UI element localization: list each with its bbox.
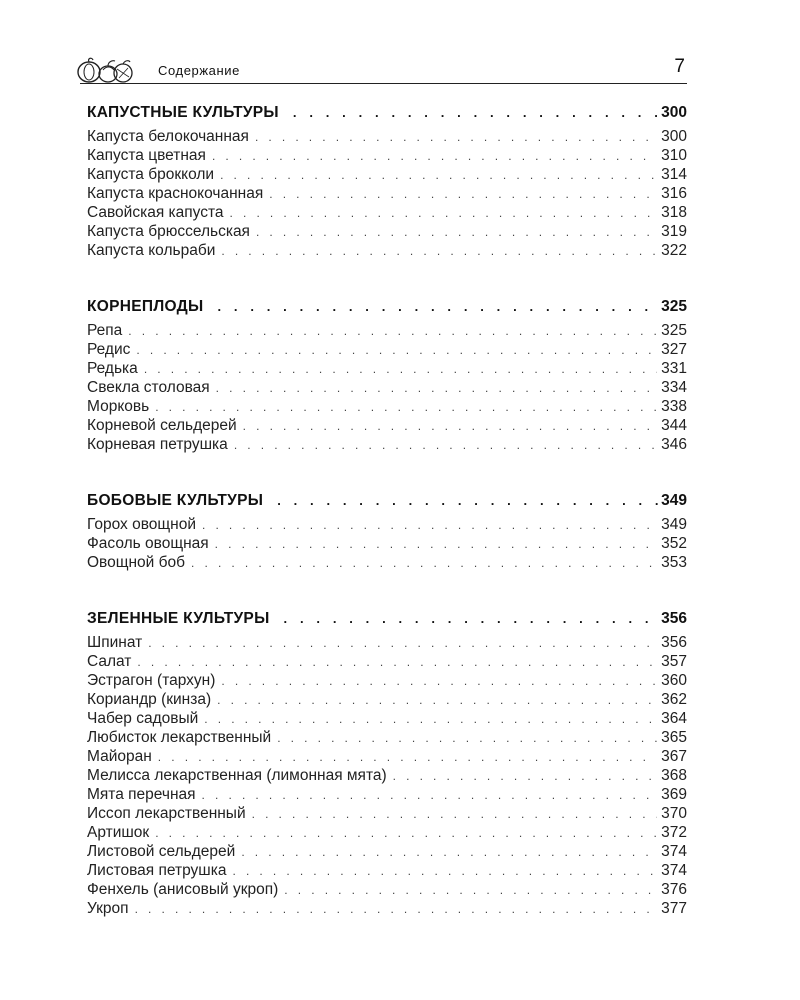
dot-leader bbox=[393, 769, 657, 783]
running-title: Содержание bbox=[158, 63, 240, 78]
section-page: 349 bbox=[661, 492, 687, 509]
toc-entry[interactable] bbox=[87, 398, 687, 417]
dot-leader bbox=[232, 864, 657, 878]
section-heading[interactable] bbox=[87, 492, 687, 516]
dot-leader bbox=[221, 244, 657, 258]
entry-title: Любисток лекарственный bbox=[87, 729, 272, 746]
entry-title: Капуста кольраби bbox=[87, 242, 216, 259]
toc-entry[interactable] bbox=[87, 204, 687, 223]
entry-title: Чабер садовый bbox=[87, 710, 199, 727]
section-heading[interactable] bbox=[87, 610, 687, 634]
dot-leader bbox=[137, 655, 657, 669]
entry-page: 314 bbox=[661, 166, 687, 183]
entry-page: 377 bbox=[661, 900, 687, 917]
section-title: БОБОВЫЕ КУЛЬТУРЫ bbox=[87, 492, 264, 509]
dot-leader bbox=[136, 343, 657, 357]
entry-title: Редис bbox=[87, 341, 131, 358]
entry-page: 356 bbox=[661, 634, 687, 651]
entry-page: 374 bbox=[661, 862, 687, 879]
dot-leader bbox=[293, 105, 661, 120]
toc-entry[interactable] bbox=[87, 322, 687, 341]
toc-entry[interactable] bbox=[87, 729, 687, 748]
dot-leader bbox=[277, 493, 661, 508]
dot-leader bbox=[277, 731, 657, 745]
toc-entry[interactable] bbox=[87, 881, 687, 900]
toc-entry[interactable] bbox=[87, 786, 687, 805]
section-title: ЗЕЛЕННЫЕ КУЛЬТУРЫ bbox=[87, 610, 270, 627]
dot-leader bbox=[217, 299, 661, 314]
dot-leader bbox=[202, 788, 658, 802]
entry-title: Иссоп лекарственный bbox=[87, 805, 246, 822]
dot-leader bbox=[256, 225, 657, 239]
dot-leader bbox=[128, 324, 657, 338]
entry-page: 374 bbox=[661, 843, 687, 860]
entry-title: Морковь bbox=[87, 398, 150, 415]
entry-title: Капуста цветная bbox=[87, 147, 206, 164]
toc-entry[interactable] bbox=[87, 634, 687, 653]
entry-page: 344 bbox=[661, 417, 687, 434]
entry-title: Майоран bbox=[87, 748, 152, 765]
dot-leader bbox=[217, 693, 657, 707]
entry-title: Горох овощной bbox=[87, 516, 196, 533]
entry-title: Мелисса лекарственная (лимонная мята) bbox=[87, 767, 387, 784]
toc-entry[interactable] bbox=[87, 767, 687, 786]
entry-page: 318 bbox=[661, 204, 687, 221]
toc-entry[interactable] bbox=[87, 166, 687, 185]
toc-entry[interactable] bbox=[87, 900, 687, 919]
entry-title: Мята перечная bbox=[87, 786, 196, 803]
dot-leader bbox=[144, 362, 657, 376]
dot-leader bbox=[155, 400, 657, 414]
page-number: 7 bbox=[674, 56, 685, 77]
dot-leader bbox=[284, 883, 657, 897]
entry-title: Капуста белокочанная bbox=[87, 128, 249, 145]
dot-leader bbox=[255, 130, 657, 144]
toc-entry[interactable] bbox=[87, 341, 687, 360]
toc-entry[interactable] bbox=[87, 805, 687, 824]
entry-page: 300 bbox=[661, 128, 687, 145]
dot-leader bbox=[284, 611, 662, 626]
section-page: 300 bbox=[661, 104, 687, 121]
section-page: 356 bbox=[661, 610, 687, 627]
toc-entry[interactable] bbox=[87, 379, 687, 398]
entry-page: 365 bbox=[661, 729, 687, 746]
dot-leader bbox=[155, 826, 657, 840]
entry-title: Салат bbox=[87, 653, 132, 670]
entry-page: 367 bbox=[661, 748, 687, 765]
section-title: КОРНЕПЛОДЫ bbox=[87, 298, 204, 315]
entry-page: 369 bbox=[661, 786, 687, 803]
entry-page: 364 bbox=[661, 710, 687, 727]
dot-leader bbox=[230, 206, 658, 220]
entry-page: 357 bbox=[661, 653, 687, 670]
entry-page: 353 bbox=[661, 554, 687, 571]
toc-entry[interactable] bbox=[87, 748, 687, 767]
toc-entry[interactable] bbox=[87, 672, 687, 691]
entry-title: Савойская капуста bbox=[87, 204, 224, 221]
entry-title: Фенхель (анисовый укроп) bbox=[87, 881, 279, 898]
entry-page: 338 bbox=[661, 398, 687, 415]
toc-section-cabbage bbox=[87, 104, 687, 261]
dot-leader bbox=[191, 556, 657, 570]
dot-leader bbox=[202, 518, 657, 532]
toc-entry[interactable] bbox=[87, 824, 687, 843]
entry-page: 362 bbox=[661, 691, 687, 708]
dot-leader bbox=[269, 187, 657, 201]
entry-page: 334 bbox=[661, 379, 687, 396]
section-heading[interactable] bbox=[87, 104, 687, 128]
dot-leader bbox=[252, 807, 658, 821]
entry-title: Свекла столовая bbox=[87, 379, 210, 396]
entry-title: Шпинат bbox=[87, 634, 143, 651]
dot-leader bbox=[216, 381, 657, 395]
entry-title: Репа bbox=[87, 322, 123, 339]
toc-entry[interactable] bbox=[87, 653, 687, 672]
entry-title: Эстрагон (тархун) bbox=[87, 672, 216, 689]
entry-title: Редька bbox=[87, 360, 138, 377]
entry-page: 346 bbox=[661, 436, 687, 453]
toc-entry[interactable] bbox=[87, 710, 687, 729]
dot-leader bbox=[158, 750, 657, 764]
toc-entry[interactable] bbox=[87, 417, 687, 436]
entry-title: Укроп bbox=[87, 900, 129, 917]
toc-section-root-crops bbox=[87, 298, 687, 455]
entry-title: Артишок bbox=[87, 824, 150, 841]
entry-page: 368 bbox=[661, 767, 687, 784]
toc-entry[interactable] bbox=[87, 360, 687, 379]
entry-title: Корневая петрушка bbox=[87, 436, 228, 453]
toc-entry[interactable] bbox=[87, 128, 687, 147]
entry-page: 322 bbox=[661, 242, 687, 259]
toc-section-legumes bbox=[87, 492, 687, 573]
entry-page: 370 bbox=[661, 805, 687, 822]
dot-leader bbox=[148, 636, 657, 650]
dot-leader bbox=[215, 537, 657, 551]
toc-section-greens bbox=[87, 610, 687, 919]
entry-page: 310 bbox=[661, 147, 687, 164]
dot-leader bbox=[241, 845, 657, 859]
entry-page: 327 bbox=[661, 341, 687, 358]
toc-entry[interactable] bbox=[87, 223, 687, 242]
entry-page: 316 bbox=[661, 185, 687, 202]
entry-title: Капуста брокколи bbox=[87, 166, 215, 183]
dot-leader bbox=[135, 902, 658, 916]
toc-entry[interactable] bbox=[87, 535, 687, 554]
toc-entry[interactable] bbox=[87, 147, 687, 166]
entry-page: 349 bbox=[661, 516, 687, 533]
dot-leader bbox=[221, 674, 657, 688]
entry-title: Кориандр (кинза) bbox=[87, 691, 212, 708]
page-header bbox=[75, 52, 687, 86]
entry-title: Капуста брюссельская bbox=[87, 223, 250, 240]
vegetables-logo-icon bbox=[75, 56, 141, 86]
toc-entry[interactable] bbox=[87, 843, 687, 862]
entry-title: Овощной боб bbox=[87, 554, 186, 571]
entry-page: 360 bbox=[661, 672, 687, 689]
entry-page: 331 bbox=[661, 360, 687, 377]
section-page: 325 bbox=[661, 298, 687, 315]
header-rule bbox=[80, 83, 687, 84]
entry-page: 325 bbox=[661, 322, 687, 339]
toc-entry[interactable] bbox=[87, 436, 687, 455]
toc-entry[interactable] bbox=[87, 862, 687, 881]
dot-leader bbox=[220, 168, 657, 182]
toc-entry[interactable] bbox=[87, 242, 687, 261]
entry-title: Листовой сельдерей bbox=[87, 843, 236, 860]
entry-title: Корневой сельдерей bbox=[87, 417, 237, 434]
dot-leader bbox=[212, 149, 657, 163]
dot-leader bbox=[234, 438, 657, 452]
entry-page: 319 bbox=[661, 223, 687, 240]
toc-entry[interactable] bbox=[87, 691, 687, 710]
table-of-contents bbox=[87, 104, 687, 956]
toc-entry[interactable] bbox=[87, 185, 687, 204]
toc-entry[interactable] bbox=[87, 516, 687, 535]
entry-title: Капуста краснокочанная bbox=[87, 185, 264, 202]
section-heading[interactable] bbox=[87, 298, 687, 322]
toc-entry[interactable] bbox=[87, 554, 687, 573]
section-title: КАПУСТНЫЕ КУЛЬТУРЫ bbox=[87, 104, 279, 121]
entry-title: Фасоль овощная bbox=[87, 535, 209, 552]
entry-page: 352 bbox=[661, 535, 687, 552]
dot-leader bbox=[204, 712, 657, 726]
entry-page: 376 bbox=[661, 881, 687, 898]
entry-title: Листовая петрушка bbox=[87, 862, 227, 879]
dot-leader bbox=[243, 419, 657, 433]
entry-page: 372 bbox=[661, 824, 687, 841]
